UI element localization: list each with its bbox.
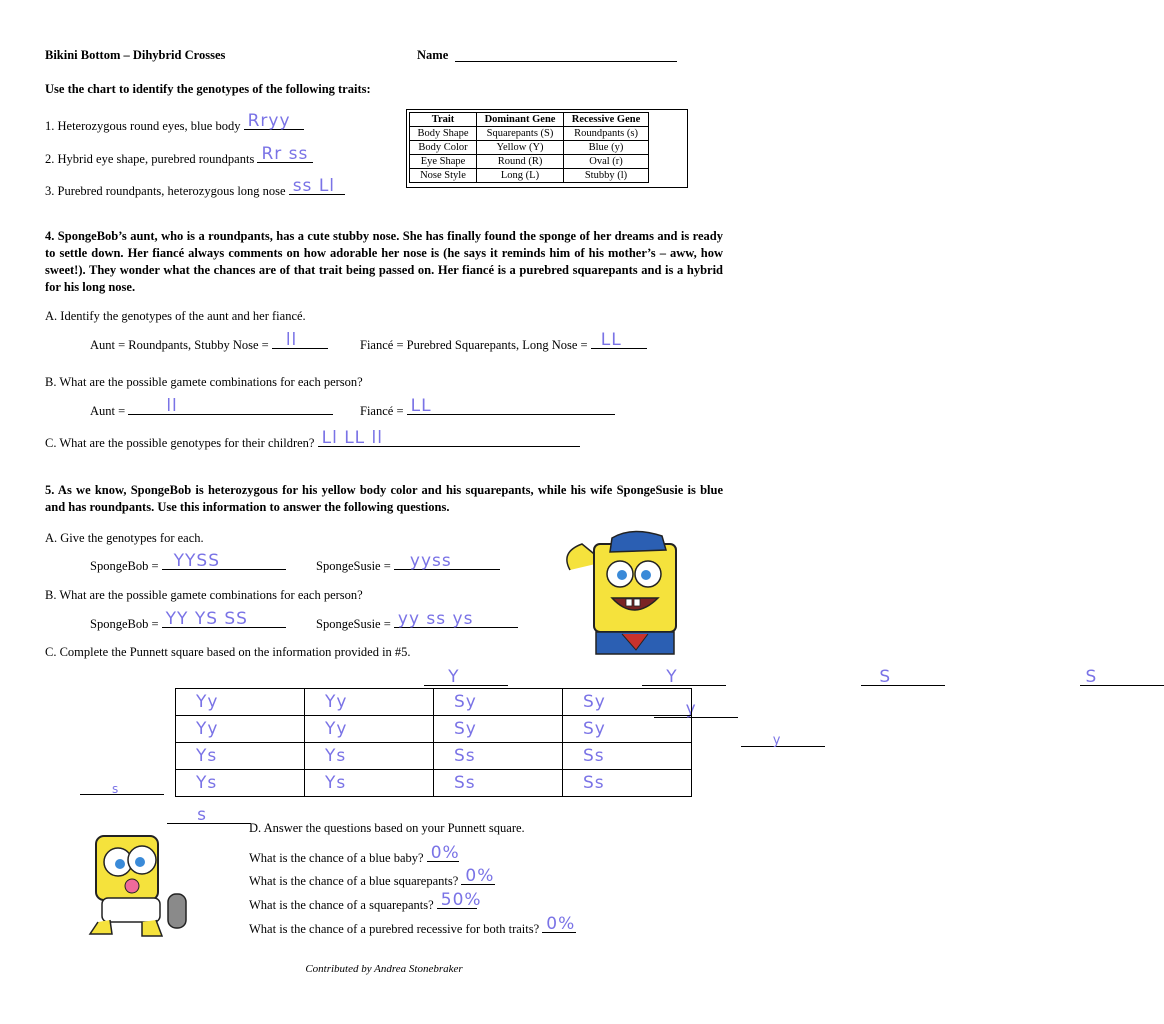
punnett-cell-answer: Yy: [196, 719, 219, 739]
d2-answer: 0%: [465, 866, 495, 886]
right-pupil: [135, 857, 145, 867]
punnett-cell[interactable]: [434, 689, 563, 716]
spongebob-saluting-illustration: [552, 522, 692, 662]
trait-cell: Nose Style: [410, 169, 477, 183]
punnett-cell[interactable]: [434, 743, 563, 770]
punnett-cell[interactable]: [563, 689, 692, 716]
punnett-row-header[interactable]: [741, 732, 825, 747]
d1-text: What is the chance of a blue baby?: [249, 851, 424, 865]
q5-part-d-label: D. Answer the questions based on your Punnett square.: [249, 821, 525, 835]
question-2-answer: Rr ss: [261, 144, 309, 164]
trait-row: [410, 169, 649, 183]
fiance-genotype-field[interactable]: [591, 330, 647, 350]
left-pupil: [115, 859, 125, 869]
punnett-row: [176, 743, 692, 770]
sponge-body: [594, 544, 676, 632]
spongebob-genotype-answer: YYSS: [173, 551, 220, 571]
punnett-cell[interactable]: [563, 770, 692, 797]
question-3-field[interactable]: [289, 176, 345, 196]
punnett-cell-answer: Yy: [325, 692, 348, 712]
trait-table-header: [410, 113, 649, 127]
punnett-col-header[interactable]: [424, 667, 508, 687]
name-label: Name: [417, 48, 449, 62]
spongebob-gametes-label: SpongeBob =: [90, 617, 159, 631]
punnett-cell-answer: Ys: [325, 773, 347, 793]
punnett-col-answer: Y: [448, 667, 460, 687]
q5-d4: [249, 914, 576, 937]
q5-part-b-label: B. What are the possible gamete combinations for each person?: [45, 588, 363, 602]
spongesusie-gametes-label: SpongeSusie =: [316, 617, 391, 631]
recessive-header: Recessive Gene: [564, 113, 649, 127]
punnett-row-answer: y: [685, 699, 697, 719]
d4-text: What is the chance of a purebred recessive for both traits?: [249, 922, 540, 936]
punnett-col-answer: Y: [666, 667, 678, 687]
punnett-cell-answer: Ys: [196, 773, 218, 793]
recessive-cell: Oval (r): [564, 155, 649, 169]
recessive-cell: Blue (y): [564, 141, 649, 155]
aunt-genotype-answer: ll: [285, 330, 298, 350]
children-genotypes-field[interactable]: [318, 428, 580, 448]
q4-fiance-gametes: [360, 396, 615, 419]
q5-d3: [249, 890, 482, 913]
q5-d1: [249, 843, 460, 866]
question-3-text: 3. Purebred roundpants, heterozygous long nose: [45, 184, 286, 198]
trait-row: [410, 127, 649, 141]
fiance-genotype-answer: LL: [600, 330, 622, 350]
spongebob-genotype-field[interactable]: [162, 551, 286, 571]
punnett-col-header[interactable]: [861, 667, 945, 687]
punnett-col-header[interactable]: [1080, 667, 1164, 687]
punnett-cell[interactable]: [434, 770, 563, 797]
q5-part-c-label: C. Complete the Punnett square based on the information provided in #5.: [45, 645, 411, 659]
leg: [90, 920, 112, 934]
d1-field[interactable]: [427, 843, 460, 863]
q4-part-b-label: B. What are the possible gamete combinations for each person?: [45, 375, 363, 389]
punnett-cell-answer: Ys: [196, 746, 218, 766]
q5-d2: [249, 866, 495, 889]
punnett-cell-answer: Sy: [583, 692, 606, 712]
baby-spongebob-illustration: [72, 822, 202, 940]
children-genotypes-answer: Ll LL ll: [321, 428, 383, 448]
fiance-gametes-answer: LL: [410, 396, 432, 416]
question-4-prompt: 4. SpongeBob’s aunt, who is a roundpants, has a cute stubby nose. She has finally found the sponge of her dreams and is ready to settle down. Her fiancé always comments on how adorable her nose is (he says it reminds him of his mother’s – aww, how sweet!). They wonder what the chances are of that trait being passed on. Her fiancé is a purebred squarepants and is a hybrid for his long nose.: [45, 229, 723, 294]
recessive-cell: Stubby (l): [564, 169, 649, 183]
d2-text: What is the chance of a blue squarepants?: [249, 874, 459, 888]
intro-instruction: Use the chart to identify the genotypes of the following traits:: [45, 82, 371, 96]
aunt-genotype-field[interactable]: [272, 330, 328, 350]
aunt-gametes-field[interactable]: [128, 396, 333, 416]
d3-text: What is the chance of a squarepants?: [249, 898, 434, 912]
punnett-row-answer: y: [772, 733, 782, 748]
dominant-cell: Yellow (Y): [477, 141, 564, 155]
spongebob-gametes: [90, 609, 286, 632]
dominant-cell: Round (R): [477, 155, 564, 169]
punnett-cell[interactable]: [176, 770, 305, 797]
punnett-cell[interactable]: [305, 716, 434, 743]
aunt-genotype-label: Aunt = Roundpants, Stubby Nose =: [90, 338, 269, 352]
q4-part-a-label: A. Identify the genotypes of the aunt and her fiancé.: [45, 309, 306, 323]
aunt-gametes-label: Aunt =: [90, 404, 126, 418]
question-5-prompt: 5. As we know, SpongeBob is heterozygous for his yellow body color and his squarepants, while his wife SpongeSusie is blue and has roundpants. Use this information to answer the following questions.: [45, 483, 723, 514]
punnett-cell[interactable]: [176, 689, 305, 716]
aunt-gametes-answer: ll: [166, 396, 178, 416]
spongesusie-genotype-field[interactable]: [394, 551, 500, 571]
question-2: [45, 144, 313, 167]
footer-credit: Contributed by Andrea Stonebraker: [305, 963, 463, 975]
punnett-cell-answer: Sy: [454, 692, 477, 712]
punnett-row-header[interactable]: [80, 780, 164, 795]
q4-aunt-gametes: [90, 396, 333, 419]
punnett-cell[interactable]: [305, 743, 434, 770]
d2-field[interactable]: [461, 866, 495, 886]
d1-answer: 0%: [430, 843, 460, 863]
worksheet-title: Bikini Bottom – Dihybrid Crosses: [45, 48, 226, 62]
spongebob-gametes-field[interactable]: [162, 609, 286, 629]
punnett-cell[interactable]: [176, 743, 305, 770]
punnett-col-answer: S: [1085, 667, 1098, 687]
question-1-field[interactable]: [244, 111, 304, 131]
spongesusie-genotype-answer: yyss: [409, 551, 452, 571]
spongesusie-gametes: [316, 609, 518, 632]
trait-cell: Eye Shape: [410, 155, 477, 169]
tooth: [634, 599, 640, 606]
spongebob-genotype: [90, 551, 286, 574]
pacifier-icon: [125, 879, 139, 893]
punnett-square: [175, 688, 692, 797]
left-pupil: [617, 570, 627, 580]
punnett-cell-answer: Ss: [454, 773, 476, 793]
trait-header: Trait: [410, 113, 477, 127]
name-field[interactable]: [455, 47, 677, 62]
punnett-cell[interactable]: [563, 716, 692, 743]
right-pupil: [641, 570, 651, 580]
punnett-cell[interactable]: [434, 716, 563, 743]
spongebob-genotype-label: SpongeBob =: [90, 559, 159, 573]
punnett-cell-answer: Sy: [454, 719, 477, 739]
q5-part-a-label: A. Give the genotypes for each.: [45, 531, 204, 545]
trait-row: [410, 155, 649, 169]
fiance-gametes-label: Fiancé =: [360, 404, 404, 418]
spongebob-gametes-answer: YY YS SS: [165, 609, 248, 629]
question-1-text: 1. Heterozygous round eyes, blue body: [45, 119, 241, 133]
question-3-answer: ss Ll: [292, 176, 336, 196]
question-2-text: 2. Hybrid eye shape, purebred roundpants: [45, 152, 255, 166]
punnett-cell-answer: Yy: [196, 692, 219, 712]
punnett-cell[interactable]: [176, 716, 305, 743]
q4-fiance-genotype: [360, 330, 647, 353]
q4-part-c-label: C. What are the possible genotypes for their children?: [45, 436, 315, 450]
punnett-cell[interactable]: [563, 743, 692, 770]
punnett-col-header[interactable]: [642, 667, 726, 687]
trait-table: [409, 112, 649, 183]
punnett-cell-answer: Ss: [454, 746, 476, 766]
d3-answer: 50%: [440, 890, 482, 910]
punnett-cell-answer: Ss: [583, 773, 605, 793]
punnett-col-answer: S: [879, 667, 892, 687]
question-2-field[interactable]: [257, 144, 313, 164]
dominant-cell: Long (L): [477, 169, 564, 183]
fiance-genotype-label: Fiancé = Purebred Squarepants, Long Nose =: [360, 338, 588, 352]
spongesusie-genotype-label: SpongeSusie =: [316, 559, 391, 573]
trait-row: [410, 141, 649, 155]
question-1-answer: Rryy: [247, 111, 291, 131]
question-3: [45, 176, 345, 199]
cap-icon: [610, 531, 666, 552]
trait-cell: Body Color: [410, 141, 477, 155]
tooth: [626, 599, 632, 606]
spongesusie-gametes-field[interactable]: [394, 609, 518, 629]
punnett-cell-answer: Ys: [325, 746, 347, 766]
d4-field[interactable]: [542, 914, 576, 934]
punnett-row-answer: s: [197, 805, 207, 825]
spongesusie-gametes-answer: yy ss ys: [397, 609, 474, 629]
punnett-cell[interactable]: [305, 689, 434, 716]
punnett-cell-answer: Ss: [583, 746, 605, 766]
punnett-row: [176, 770, 692, 797]
punnett-cell[interactable]: [305, 770, 434, 797]
trait-cell: Body Shape: [410, 127, 477, 141]
question-1: [45, 111, 304, 134]
q4-part-c: [45, 428, 580, 451]
spongesusie-genotype: [316, 551, 500, 574]
recessive-cell: Roundpants (s): [564, 127, 649, 141]
punnett-cell-answer: Yy: [325, 719, 348, 739]
bottle-icon: [168, 894, 186, 928]
diaper: [102, 898, 160, 922]
dominant-header: Dominant Gene: [477, 113, 564, 127]
d3-field[interactable]: [437, 890, 482, 910]
punnett-cell-answer: Sy: [583, 719, 606, 739]
fiance-gametes-field[interactable]: [407, 396, 615, 416]
leg: [142, 920, 162, 936]
d4-answer: 0%: [546, 914, 576, 934]
punnett-row-answer: s: [112, 782, 120, 796]
punnett-row: [176, 689, 692, 716]
q4-aunt-genotype: [90, 330, 328, 353]
dominant-cell: Squarepants (S): [477, 127, 564, 141]
punnett-row: [176, 716, 692, 743]
